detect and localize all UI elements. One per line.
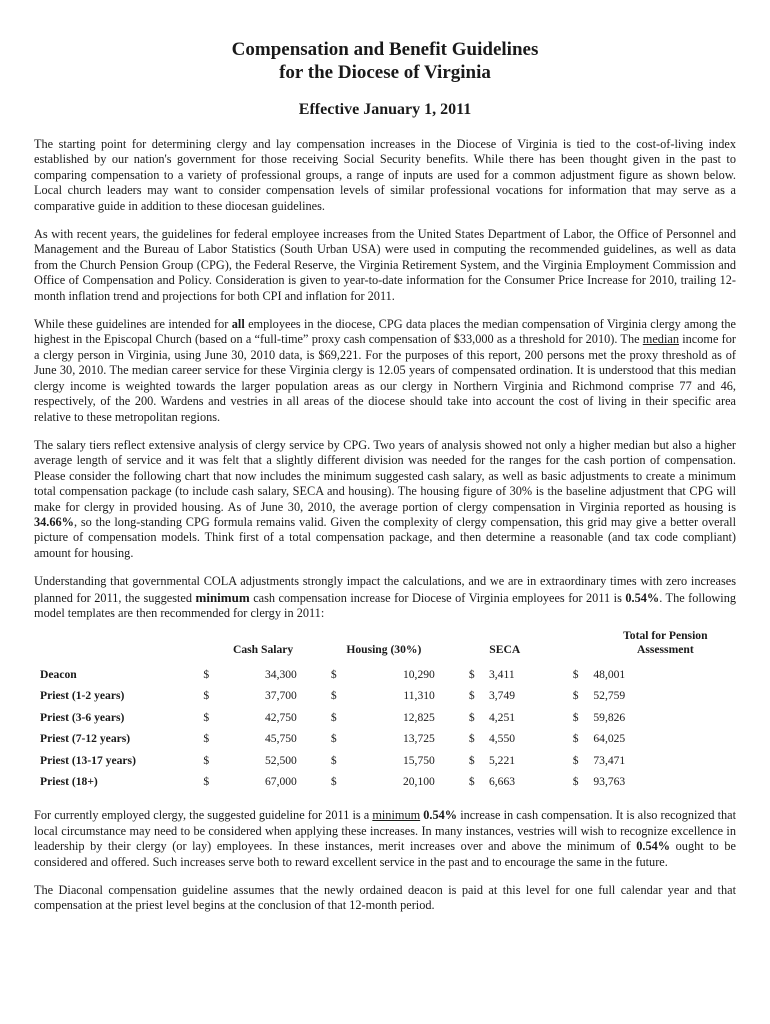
paragraph-4: The salary tiers reflect extensive analysis of clergy service by CPG. Two years of analysis showed not only a higher median but also a higher average length of service and it was felt that a slightly different division was needed for the ranges for the cash portion of compensation. Please consider the following chart that now includes the minimum suggested cash salary, as well as basic adjustments to create a minimum total compensation package (to include cash salary, SECA and housing). The housing figure of 30% is the baseline adjustment that CPG will make for clergy in provided housing. As of June 30, 2010, the average portion of clergy compensation in Virginia reported as housing is 34.66%, so the long-standing CPG formula remains valid. Given the complexity of clergy compensation, this grid may give a better overall picture of compensation models. Think first of a total compensation package, and then determine a reasonable (and tax code compliant) amount for housing. — [34, 437, 736, 560]
header-total: Total for Pension Assessment — [623, 629, 708, 657]
currency-symbol: $ — [330, 775, 337, 789]
table-row — [34, 749, 736, 771]
currency-symbol: $ — [330, 710, 337, 724]
total-cell: 59,826 — [593, 710, 626, 724]
table-row — [34, 706, 736, 728]
header-cash-salary: Cash Salary — [232, 643, 294, 657]
row-label: Priest (7-12 years) — [40, 732, 131, 746]
seca-cell: 4,251 — [488, 710, 516, 724]
currency-symbol: $ — [468, 753, 475, 767]
currency-symbol: $ — [572, 710, 579, 724]
total-cell: 64,025 — [593, 732, 626, 746]
table-header-row — [34, 629, 736, 663]
currency-symbol: $ — [203, 667, 210, 681]
title-line-1: Compensation and Benefit Guidelines — [231, 39, 539, 60]
paragraph-6: For currently employed clergy, the suggested guideline for 2011 is a minimum 0.54% increase in cash compensation. It is also recognized that local circumstance may need to be considered when applying these increases. In many instances, vestries will wish to recognize excellence in leadership by their clergy (or lay) employees. In these instances, merit increases over and above the minimum of 0.54% ought to be considered and offered. Such increases serve both to reward excellent service in the past and to encourage the same in the future. — [34, 808, 737, 869]
row-label: Priest (1-2 years) — [40, 689, 125, 703]
total-cell: 93,763 — [593, 775, 626, 789]
currency-symbol: $ — [203, 710, 210, 724]
cash-salary-cell: 67,000 — [264, 775, 297, 789]
currency-symbol: $ — [203, 689, 210, 703]
seca-cell: 6,663 — [488, 775, 516, 789]
total-cell: 48,001 — [593, 667, 626, 681]
seca-cell: 5,221 — [488, 753, 516, 767]
currency-symbol: $ — [203, 753, 210, 767]
cash-salary-cell: 45,750 — [264, 732, 297, 746]
currency-symbol: $ — [468, 732, 475, 746]
paragraph-3: While these guidelines are intended for all employees in the diocese, CPG data places the median compensation of Virginia clergy among the highest in the Episcopal Church (based on a “full-time” proxy cash compensation of $33,000 as a threshold for 2010). The median income for a clergy person in Virginia, using June 30, 2010 data, is $69,221. For the purposes of this report, 200 persons met the proxy threshold as of June 30, 2010. The median career service for these Virginia clergy is 12.05 years of compensated ordination. It is understood that this median clergy income is weighted towards the larger population areas as our clergy in Northern Virginia and Richmond comprise 77 and 46, respectively, of the 200. Wardens and vestries in all areas of the diocese should take into account the cost of living in their specific area relative to these metropolitan regions. — [34, 317, 736, 424]
compensation-table — [34, 629, 736, 792]
housing-cell: 15,750 — [402, 753, 435, 767]
currency-symbol: $ — [572, 689, 579, 703]
currency-symbol: $ — [203, 732, 210, 746]
cash-salary-cell: 37,700 — [264, 689, 297, 703]
title-line-2: for the Diocese of Virginia — [279, 62, 491, 83]
cash-salary-cell: 42,750 — [264, 710, 297, 724]
cash-salary-cell: 34,300 — [264, 667, 297, 681]
table-row — [34, 663, 736, 685]
currency-symbol: $ — [330, 753, 337, 767]
table-row — [34, 728, 736, 750]
housing-cell: 12,825 — [402, 710, 435, 724]
document-title — [34, 38, 736, 84]
housing-cell: 11,310 — [403, 689, 435, 703]
paragraph-5: Understanding that governmental COLA adjustments strongly impact the calculations, and we are in extraordinary times with zero increases planned for 2011, the suggested minimum cash compensation increase for Diocese of Virginia employees for 2011 is 0.54%. The following model templates are then recommended for clergy in 2011: — [34, 574, 736, 620]
currency-symbol: $ — [203, 775, 210, 789]
header-seca: SECA — [489, 643, 521, 657]
currency-symbol: $ — [330, 732, 337, 746]
row-label: Priest (18+) — [40, 775, 98, 789]
currency-symbol: $ — [330, 667, 337, 681]
currency-symbol: $ — [330, 689, 337, 703]
housing-cell: 10,290 — [402, 667, 435, 681]
effective-date: Effective January 1, 2011 — [298, 101, 472, 118]
seca-cell: 4,550 — [488, 732, 516, 746]
header-housing: Housing (30%) — [346, 643, 422, 657]
table-row — [34, 685, 736, 707]
row-label: Priest (13-17 years) — [40, 753, 136, 767]
currency-symbol: $ — [468, 689, 475, 703]
paragraph-7: The Diaconal compensation guideline assumes that the newly ordained deacon is paid at this level for one full calendar year and that compensation at the priest level begins at the conclusion of that 12-month period. — [34, 883, 736, 913]
total-cell: 52,759 — [593, 689, 626, 703]
table-row — [34, 771, 736, 793]
currency-symbol: $ — [572, 753, 579, 767]
currency-symbol: $ — [468, 710, 475, 724]
row-label: Priest (3-6 years) — [40, 710, 125, 724]
cash-salary-cell: 52,500 — [264, 753, 297, 767]
currency-symbol: $ — [572, 732, 579, 746]
paragraph-1: The starting point for determining clergy and lay compensation increases in the Diocese of Virginia is tied to the cost-of-living index established by our nation's government for those receiving Social Security benefits. While there has been thought given in the past to comparing compensation to a variety of professional groups, a range of inputs are used for a common adjustment figure as shown below. Local church leaders may want to consider compensation levels of similar professional vocations for information that may serve as a comparative guide in addition to these diocesan guidelines. — [34, 137, 736, 213]
seca-cell: 3,749 — [488, 689, 516, 703]
currency-symbol: $ — [572, 775, 579, 789]
currency-symbol: $ — [468, 775, 475, 789]
currency-symbol: $ — [572, 667, 579, 681]
housing-cell: 20,100 — [402, 775, 435, 789]
row-label: Deacon — [40, 667, 77, 681]
paragraph-2: As with recent years, the guidelines for federal employee increases from the United States Department of Labor, the Office of Personnel and Management and the Bureau of Labor Statistics (South Urban USA) were used in computing the recommended guidelines, as well as data from the Church Pension Group (CPG), the Federal Reserve, the Virginia Retirement System, and the Virginia Employment Commission and Office of Compensation and Policy. Consideration is given to year-to-date information for the Consumer Price Increase for 2010, trailing 12-month inflation trend and projections for both CPI and inflation for 2011. — [34, 227, 736, 303]
seca-cell: 3,411 — [488, 667, 515, 681]
total-cell: 73,471 — [593, 753, 626, 767]
currency-symbol: $ — [468, 667, 475, 681]
housing-cell: 13,725 — [402, 732, 435, 746]
